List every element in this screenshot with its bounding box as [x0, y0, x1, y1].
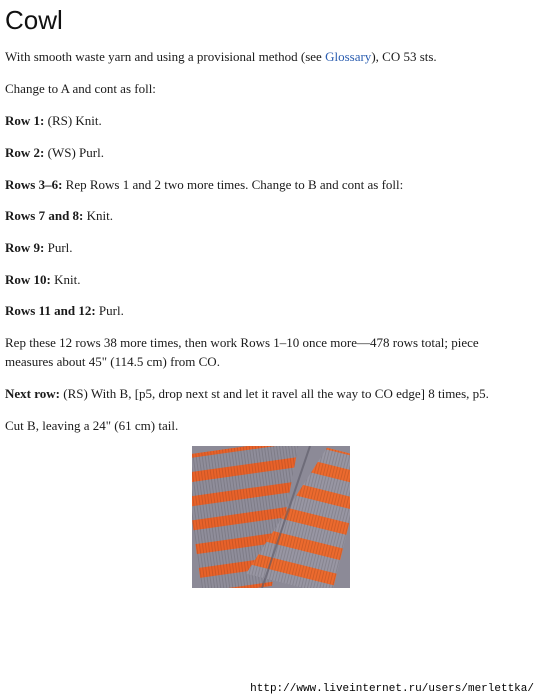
row-label: Row 10:	[5, 272, 51, 287]
row-label: Next row:	[5, 386, 60, 401]
row-text: Purl.	[44, 240, 73, 255]
row-label: Row 9:	[5, 240, 45, 255]
row-text: Rep Rows 1 and 2 two more times. Change to B and cont as foll:	[62, 177, 404, 192]
row-text: Purl.	[95, 303, 124, 318]
source-url: http://www.liveinternet.ru/users/merlettka/	[250, 683, 534, 695]
intro-text-end: ), CO 53 sts.	[371, 49, 437, 64]
cowl-photo	[192, 446, 350, 588]
row-instruction	[5, 301, 124, 320]
row-text: (RS) With B, [p5, drop next st and let it ravel all the way to CO edge] 8 times, p5.	[60, 386, 489, 401]
cut-paragraph: Cut B, leaving a 24" (61 cm) tail.	[5, 418, 179, 433]
change-to-a: Change to A and cont as foll:	[5, 81, 156, 96]
repeat-paragraph: Rep these 12 rows 38 more times, then work Rows 1–10 once more—478 rows total; piece measures about 45" (114.5 cm) from CO.	[5, 335, 479, 369]
row-text: (WS) Purl.	[44, 145, 104, 160]
row-instruction	[5, 206, 113, 225]
next-row-instruction	[5, 384, 489, 403]
row-instruction	[5, 111, 102, 130]
row-instruction	[5, 270, 80, 289]
document-content	[5, 0, 533, 433]
row-text: Knit.	[83, 208, 113, 223]
page-title: Cowl	[5, 5, 63, 35]
intro-paragraph	[5, 47, 437, 66]
row-instruction	[5, 238, 73, 257]
row-label: Rows 11 and 12:	[5, 303, 96, 318]
row-label: Row 1:	[5, 113, 45, 128]
glossary-link[interactable]: Glossary	[325, 49, 372, 64]
row-label: Row 2:	[5, 145, 45, 160]
row-text: (RS) Knit.	[44, 113, 102, 128]
row-instruction	[5, 175, 403, 194]
intro-text: With smooth waste yarn and using a provisional method (see	[5, 49, 326, 64]
row-label: Rows 3–6:	[5, 177, 63, 192]
row-text: Knit.	[50, 272, 81, 287]
row-label: Rows 7 and 8:	[5, 208, 84, 223]
row-instruction	[5, 143, 104, 162]
